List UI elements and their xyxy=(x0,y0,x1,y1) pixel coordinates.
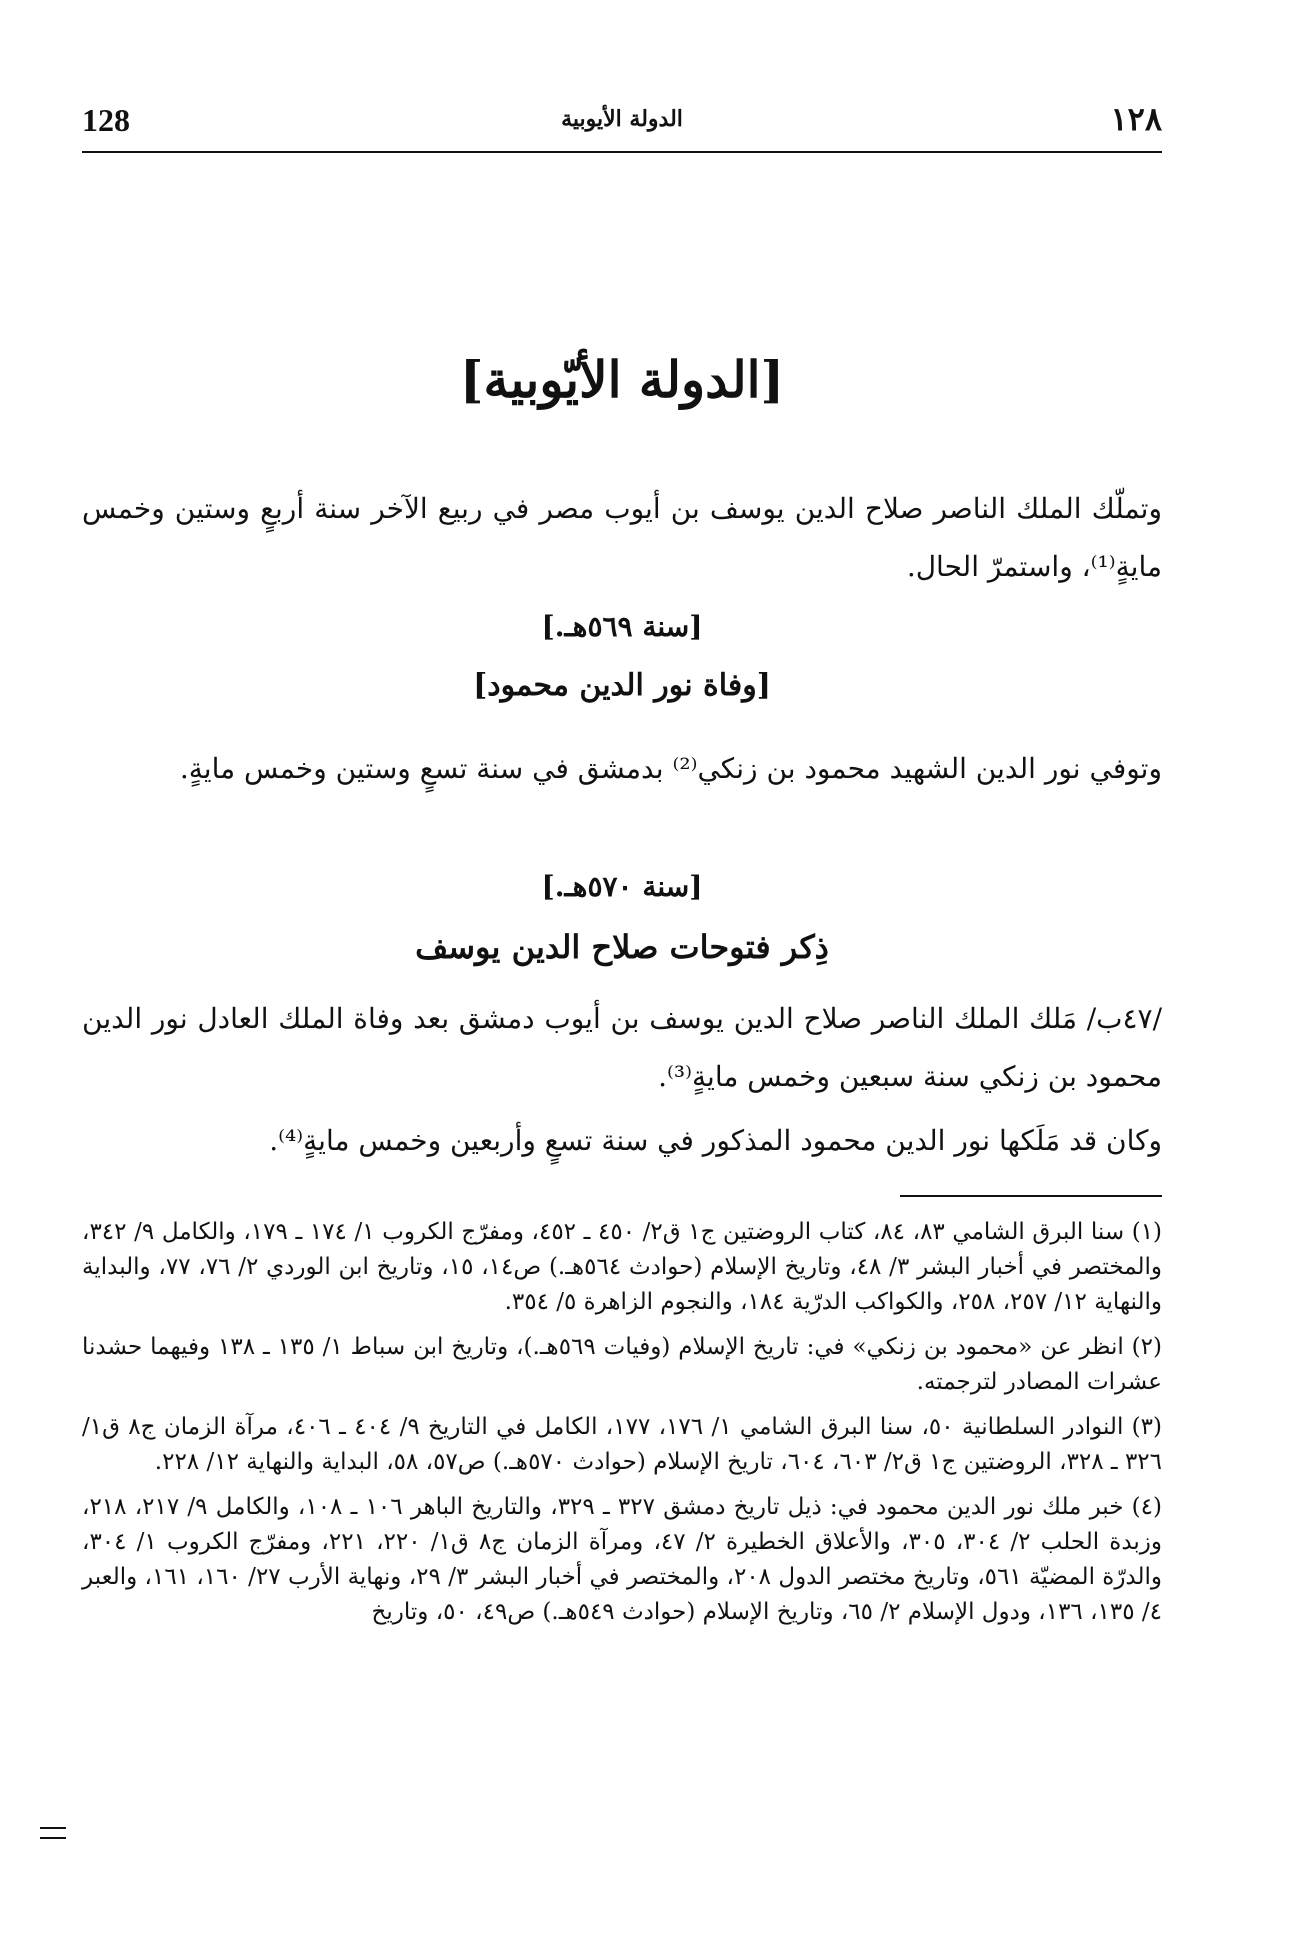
footnote-1: (١) سنا البرق الشامي ٨٣، ٨٤، كتاب الروضتين ج١ ق٢/ ٤٥٠ ـ ٤٥٢، ومفرّج الكروب ١/ ١٧٤ ـ ١٧٩، والكامل ٩/ ٣٤٢، والمختصر في أخبار البشر ٣/ ٤٨، وتاريخ الإسلام (حوادث ٥٦٤هـ.) ص١٤، ١٥، وتاريخ ابن الوردي ٢/ ٧٦، ٧٧، والبداية والنهاية ١٢/ ٢٥٧، ٢٥٨، والكواكب الدرّية ١٨٤، والنجوم الزاهرة ٥/ ٣٥٤. xyxy=(82,1219,1163,1315)
paragraph-2: وتوفي نور الدين الشهيد محمود بن زنكي⁽²⁾ بدمشق في سنة تسعٍ وستين وخمس مايةٍ. xyxy=(179,752,1162,785)
running-title: الدولة الأيوبية xyxy=(561,106,683,132)
section-heading-death-nur-al-din: [وفاة نور الدين محمود] xyxy=(473,668,771,703)
paragraph-3: /٤٧ب/ مَلك الملك الناصر صلاح الدين يوسف بن أيوب دمشق بعد وفاة الملك العادل نور الدين محمود بن زنكي سنة سبعين وخمس مايةٍ⁽³⁾. xyxy=(82,1002,1162,1093)
page-number-arabic: ١٢٨ xyxy=(1110,100,1162,138)
footnotes xyxy=(82,1215,1162,1640)
footnote-3: (٣) النوادر السلطانية ٥٠، سنا البرق الشامي ١/ ١٧٦، ١٧٧، الكامل في التاريخ ٩/ ٤٠٤ ـ ٤٠٦، مرآة الزمان ج٨ ق١/ ٣٢٦ ـ ٣٢٨، الروضتين ج١ ق٢/ ٦٠٣، ٦٠٤، تاريخ الإسلام (حوادث ٥٧٠هـ.) ص٥٧، ٥٨، البداية والنهاية ١٢/ ٢٢٨. xyxy=(82,1414,1162,1475)
footnote-4: (٤) خبر ملك نور الدين محمود في: ذيل تاريخ دمشق ٣٢٧ ـ ٣٢٩، والتاريخ الباهر ١٠٦ ـ ١٠٨، والكامل ٩/ ٢١٧، ٢١٨، وزبدة الحلب ٢/ ٣٠٤، ٣٠٥، والأعلاق الخطيرة ٢/ ٤٧، ومرآة الزمان ج٨ ق١/ ٢٢٠، ٢٢١، ومفرّج الكروب ١/ ٣٠٤، والدرّة المضيّة ٥٦١، وتاريخ مختصر الدول ٢٠٨، والمختصر في أخبار البشر ٣/ ٢٩، ونهاية الأرب ٢٧/ ١٦٠، ١٦١، والعبر ٤/ ١٣٥، ١٣٦، ودول الإسلام ٢/ ٦٥، وتاريخ الإسلام (حوادث ٥٤٩هـ.) ص٤٩، ٥٠، وتاريخ xyxy=(82,1494,1163,1625)
page-number-latin: 128 xyxy=(82,102,130,138)
paragraph-1: وتملّك الملك الناصر صلاح الدين يوسف بن أيوب مصر في ربيع الآخر سنة أربعٍ وستين وخمس مايةٍ⁽¹⁾، واستمرّ الحال. xyxy=(82,492,1162,583)
chapter-title: [الدولة الأيّوبية] xyxy=(459,350,785,409)
paragraph-4: وكان قد مَلَكها نور الدين محمود المذكور في سنة تسعٍ وأربعين وخمس مايةٍ⁽⁴⁾. xyxy=(269,1124,1162,1157)
section-heading-conquests: ذِكر فتوحات صلاح الدين يوسف xyxy=(415,928,829,966)
header-divider xyxy=(82,151,1162,153)
section-heading-year-569: [سنة ٥٦٩هـ.] xyxy=(541,610,703,643)
page-header xyxy=(82,96,1162,146)
section-heading-year-570: [سنة ٥٧٠هـ.] xyxy=(541,870,703,903)
footnote-2: (٢) انظر عن «محمود بن زنكي» في: تاريخ الإسلام (وفيات ٥٦٩هـ.)، وتاريخ ابن سباط ١/ ١٣٥ ـ ١٣٨ وفيهما حشدنا عشرات المصادر لترجمته. xyxy=(82,1334,1162,1395)
continuation-mark xyxy=(40,1827,66,1839)
footnote-divider xyxy=(900,1195,1162,1197)
